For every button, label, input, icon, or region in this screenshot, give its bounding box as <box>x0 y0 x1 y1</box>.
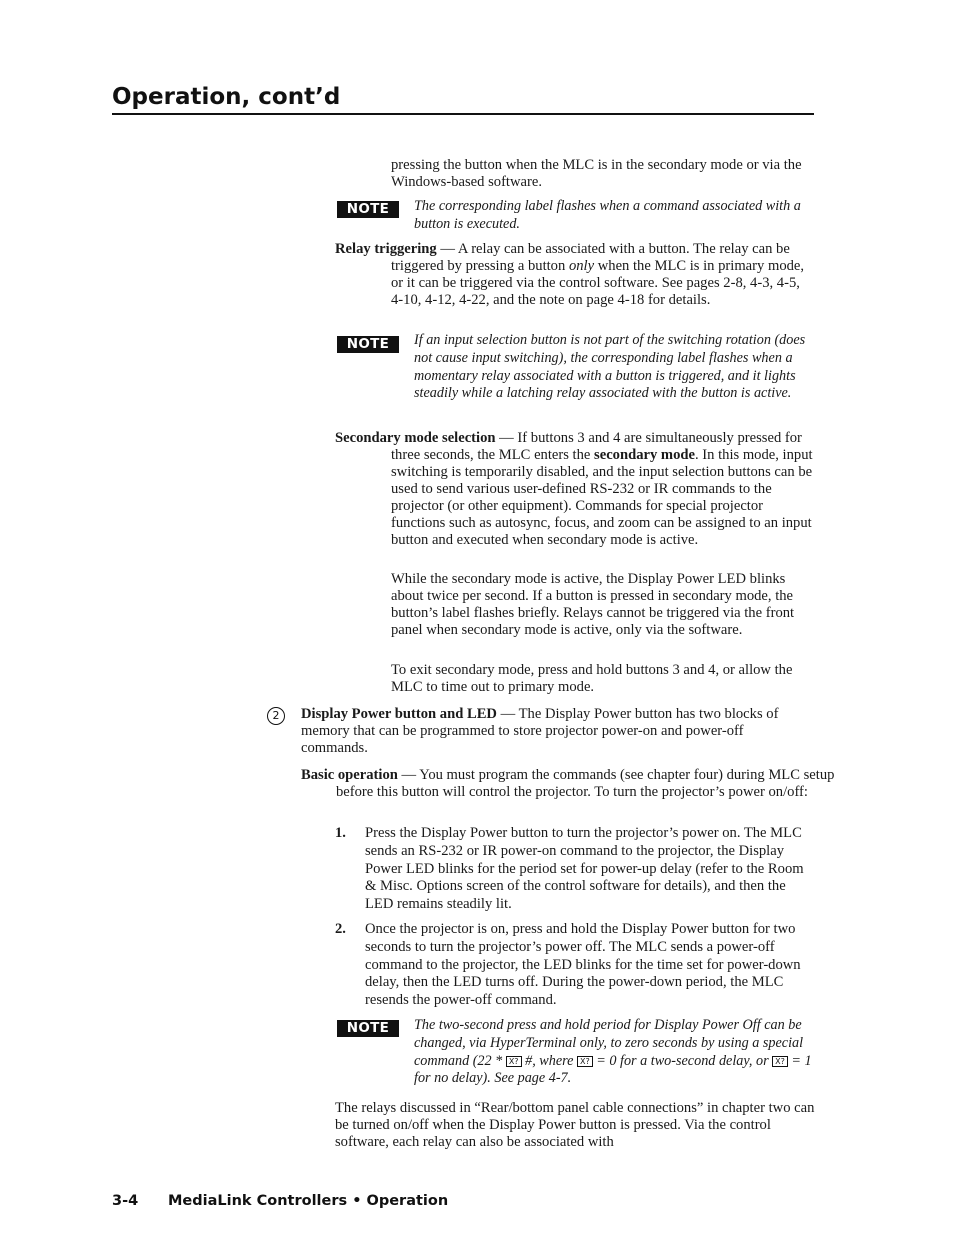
item-number-marker: 2 <box>267 707 285 725</box>
variable-key: X? <box>506 1056 522 1067</box>
page-number: 3-4 <box>112 1193 139 1209</box>
secondary-mode-paragraph <box>335 430 815 549</box>
variable-key: X? <box>772 1056 788 1067</box>
secondary-mode-term: Secondary mode selection <box>335 430 496 446</box>
basic-operation-paragraph <box>301 767 837 801</box>
display-power-term: Display Power button and LED <box>301 706 497 722</box>
display-power-text: — The Display Power button has two blocks of memory that can be programmed to store projector power-on and power-off commands. <box>301 706 779 756</box>
secondary-mode-bold: secondary mode <box>594 447 695 463</box>
note3-text: The two-second press and hold period for Display Power Off can be changed, via HyperTerminal only, to zero seconds by using a special command (22 * <box>414 1017 804 1069</box>
page-footer <box>112 1191 448 1211</box>
step-text: Once the projector is on, press and hold the Display Power button for two seconds to turn the projector’s power off. The MLC sends a power-off command to the projector, the LED blinks for the time set for power-down delay, then the LED turns off. During the power-down period, the MLC resends the power-off command. <box>365 921 801 1009</box>
variable-key: X? <box>577 1056 593 1067</box>
page-title: Operation, cont’d <box>112 82 814 115</box>
basic-operation-term: Basic operation <box>301 767 398 783</box>
intro-paragraph: pressing the button when the MLC is in the secondary mode or via the Windows-based software. <box>391 157 802 190</box>
note-text <box>414 1017 816 1088</box>
relay-triggering-term: Relay triggering <box>335 241 437 257</box>
note3-text: = 1 for no delay). See page 4-7. <box>414 1052 812 1087</box>
secondary-mode-paragraph-2: While the secondary mode is active, the Display Power LED blinks about twice per second. If a button is pressed in secondary mode, the button’s label flashes briefly. Relays cannot be triggered via the front panel when secondary mode is active, only via the software. <box>391 571 795 638</box>
note3-text: #, where <box>521 1052 577 1069</box>
secondary-mode-paragraph-3: To exit secondary mode, press and hold buttons 3 and 4, or allow the MLC to time out to primary mode. <box>391 662 793 695</box>
step-number: 1. <box>335 825 346 841</box>
relay-emphasis: only <box>568 258 595 274</box>
note-text: If an input selection button is not part of the switching rotation (does not cause input switching), the corresponding label flashes when a momentary relay associated with a button is triggered, and it lights steadily while a latching relay associated with the button is active. <box>414 332 806 402</box>
secondary-text: — If buttons 3 and 4 are simultaneously pressed for three seconds, the MLC enters the <box>391 430 802 463</box>
note-badge: NOTE <box>337 336 399 353</box>
secondary-text: . In this mode, input switching is temporarily disabled, and the input selection buttons can be used to send various user-defined RS-232 or IR commands to the projector (or other equipment). Commands for special projector functions such as autosync, focus, and zoom can be assigned to an input button and executed when secondary mode is active. <box>391 447 813 548</box>
note-badge: NOTE <box>337 201 399 218</box>
display-power-paragraph <box>301 706 813 757</box>
step-text: Press the Display Power button to turn the projector’s power on. The MLC sends an RS-232 or IR power-on command to the projector, the Display Power LED blinks for the period set for power-up delay (refer to the Room & Misc. Options screen of the control software for details), and then the LED remains steadily lit. <box>365 825 804 913</box>
relay-text: — A relay can be associated with a button. The relay can be triggered by pressing a button <box>391 241 790 274</box>
basic-operation-text: — You must program the commands (see chapter four) during MLC setup before this button will control the projector. To turn the projector’s power on/off: <box>336 767 835 800</box>
step-number: 2. <box>335 921 346 937</box>
note3-text: = 0 for a two-second delay, or <box>592 1052 773 1069</box>
footer-title: MediaLink Controllers • Operation <box>168 1193 449 1209</box>
note-text: The corresponding label flashes when a command associated with a button is executed. <box>414 198 801 232</box>
relay-triggering-paragraph <box>335 241 815 309</box>
relay-text: when the MLC is in primary mode, or it can be triggered via the control software. See pages 2-8, 4-3, 4-5, 4-10, 4-12, 4-22, and the note on page 4-18 for details. <box>391 258 805 308</box>
note-badge: NOTE <box>337 1020 399 1037</box>
closing-paragraph: The relays discussed in “Rear/bottom panel cable connections” in chapter two can be turned on/off when the Display Power button is pressed. Via the control software, each relay can also be associated with <box>335 1100 815 1150</box>
